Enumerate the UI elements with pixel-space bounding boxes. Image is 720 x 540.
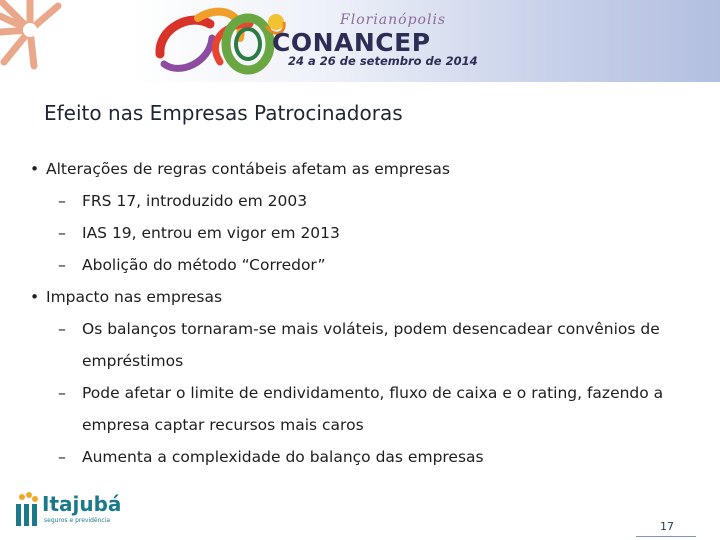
sub-bullet-text: Pode afetar o limite de endividamento, fluxo de caixa e o rating, fazendo a <box>82 384 664 402</box>
sub-bullet-marker: – <box>58 320 66 338</box>
sub-bullet-row <box>58 256 326 274</box>
bullet-marker: • <box>30 288 40 306</box>
event-name: CONANCEP <box>272 28 431 57</box>
event-dates: 24 a 26 de setembro de 2014 <box>288 54 478 68</box>
header-banner <box>0 0 720 82</box>
sub-bullet-row <box>58 384 664 402</box>
sub-bullet-row <box>58 448 484 466</box>
bullet-row <box>30 160 450 178</box>
sub-bullet-text: empresa captar recursos mais caros <box>82 416 364 434</box>
sub-bullet-text: IAS 19, entrou em vigor em 2013 <box>82 224 340 242</box>
sub-bullet-marker: – <box>58 448 66 466</box>
sub-bullet-text: empréstimos <box>82 352 184 370</box>
sub-bullet-marker: – <box>58 224 66 242</box>
bullet-text: Impacto nas empresas <box>46 288 223 306</box>
sub-bullet-text: FRS 17, introduzido em 2003 <box>82 192 308 210</box>
sub-bullet-marker: – <box>58 256 66 274</box>
sub-bullet-marker: – <box>58 192 66 210</box>
sub-bullet-continuation <box>82 352 183 370</box>
bullet-row <box>30 288 223 306</box>
slide-title: Efeito nas Empresas Patrocinadoras <box>44 101 403 125</box>
footer-brand: Itajubá <box>42 492 122 516</box>
footer-brand-subtitle: seguros e previdência <box>44 517 111 524</box>
page-number-underline <box>636 536 696 537</box>
sub-bullet-continuation <box>82 416 364 434</box>
sub-bullet-row <box>58 224 340 242</box>
bullet-text: Alterações de regras contábeis afetam as empresas <box>46 160 450 178</box>
sub-bullet-text: Abolição do método “Corredor” <box>82 256 326 274</box>
sub-bullet-marker: – <box>58 384 66 402</box>
sub-bullet-text: Os balanços tornaram-se mais voláteis, podem desencadear convênios de <box>82 320 660 338</box>
sub-bullet-row <box>58 320 660 338</box>
event-location-script: Florianópolis <box>340 12 447 28</box>
sub-bullet-row <box>58 192 308 210</box>
corner-emblem-icon <box>0 0 62 70</box>
sub-bullet-text: Aumenta a complexidade do balanço das empresas <box>82 448 484 466</box>
page-number: 17 <box>660 520 674 533</box>
bullet-marker: • <box>30 160 40 178</box>
